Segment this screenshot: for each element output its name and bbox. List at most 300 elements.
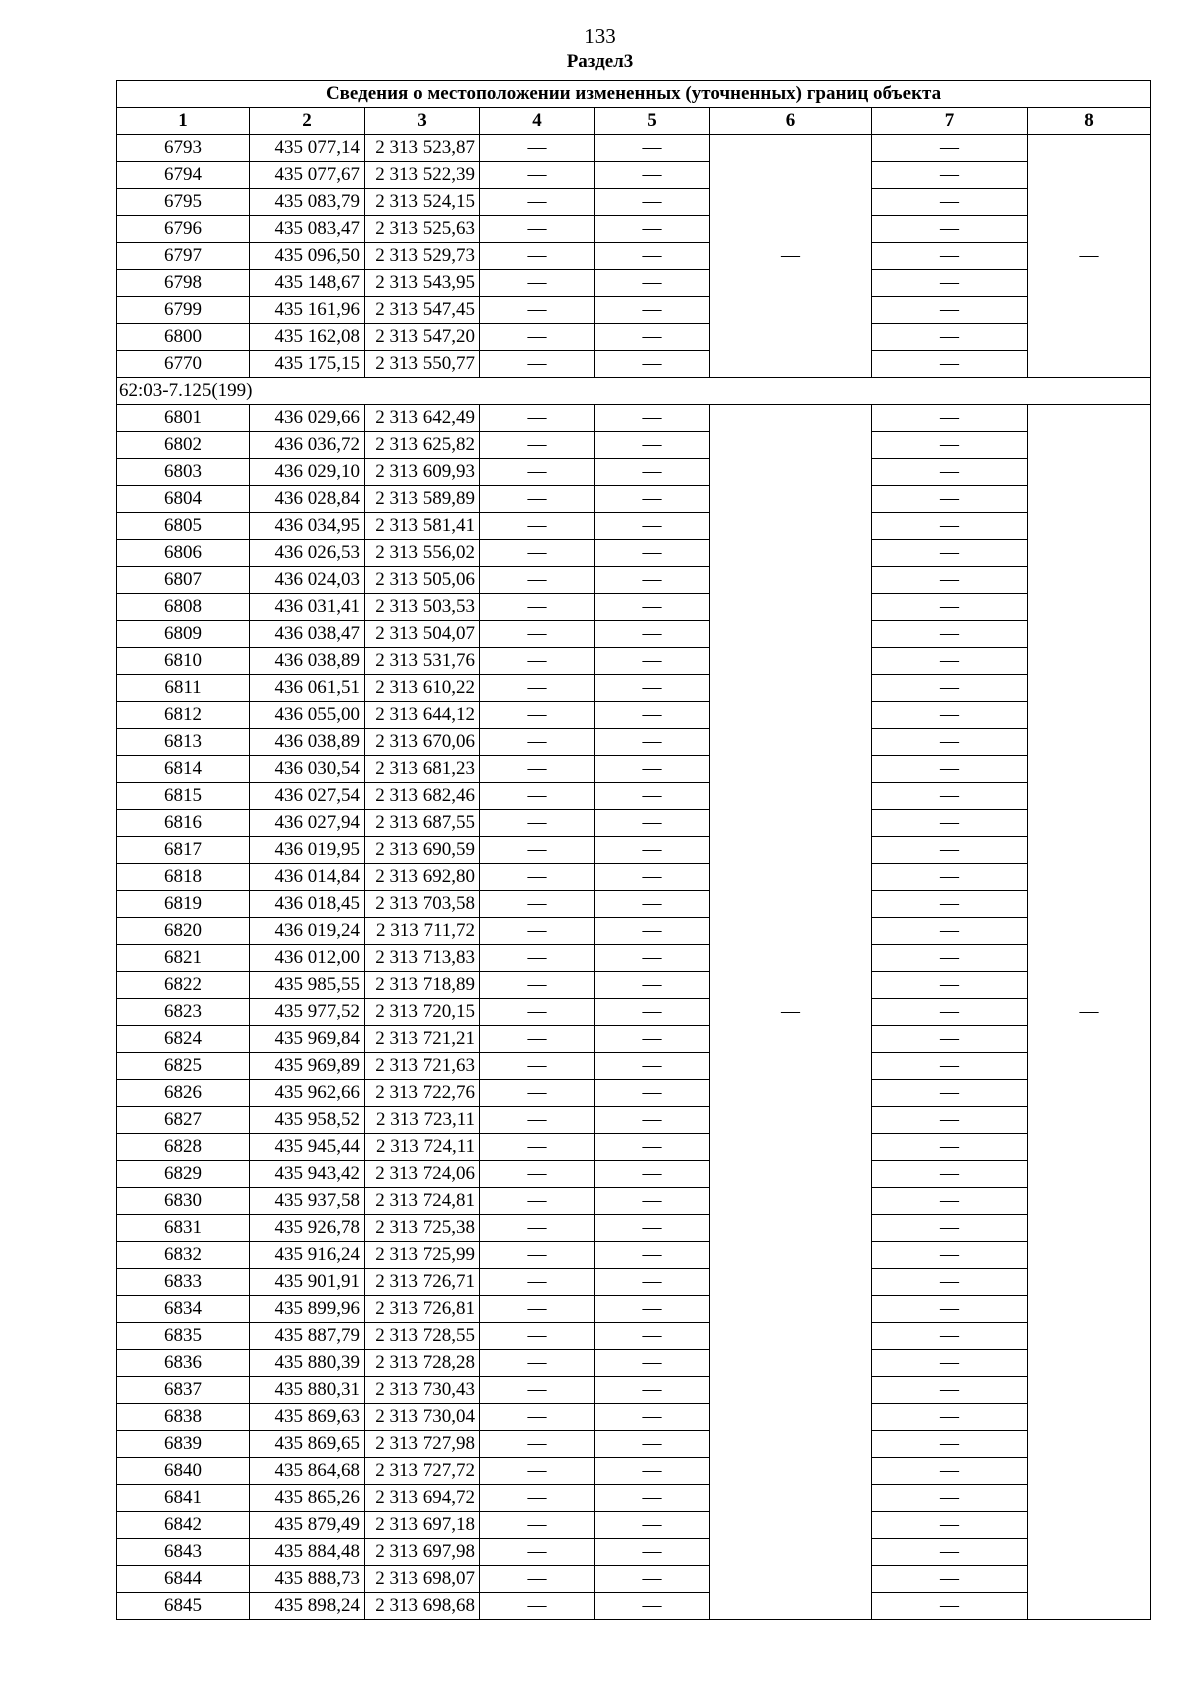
y-coordinate-cell: 2 313 724,11 [365,1134,480,1161]
column-4-cell: — [480,243,595,270]
table-row [117,702,1151,729]
table-row [117,972,1151,999]
column-5-cell: — [595,594,710,621]
point-number-cell: 6808 [117,594,250,621]
column-4-cell: — [480,513,595,540]
point-number-cell: 6816 [117,810,250,837]
point-number-cell: 6812 [117,702,250,729]
column-7-cell: — [872,999,1028,1026]
x-coordinate-cell: 435 880,31 [250,1377,365,1404]
column-header: 3 [365,108,480,135]
table-row [117,594,1151,621]
table-row [117,1539,1151,1566]
column-header: 4 [480,108,595,135]
x-coordinate-cell: 436 019,95 [250,837,365,864]
y-coordinate-cell: 2 313 694,72 [365,1485,480,1512]
column-4-cell: — [480,135,595,162]
column-7-cell: — [872,1053,1028,1080]
table-row [117,999,1151,1026]
column-4-cell: — [480,1080,595,1107]
column-5-cell: — [595,1134,710,1161]
y-coordinate-cell: 2 313 720,15 [365,999,480,1026]
x-coordinate-cell: 436 028,84 [250,486,365,513]
column-7-cell: — [872,1485,1028,1512]
point-number-cell: 6819 [117,891,250,918]
column-4-cell: — [480,1404,595,1431]
x-coordinate-cell: 435 175,15 [250,351,365,378]
section-title: Раздел3 [566,51,634,72]
point-number-cell: 6811 [117,675,250,702]
table-row [117,1188,1151,1215]
point-number-cell: 6824 [117,1026,250,1053]
y-coordinate-cell: 2 313 682,46 [365,783,480,810]
column-5-cell: — [595,351,710,378]
point-number-cell: 6810 [117,648,250,675]
column-5-cell: — [595,621,710,648]
column-4-cell: — [480,1350,595,1377]
column-4-cell: — [480,540,595,567]
point-number-cell: 6801 [117,405,250,432]
table-row [117,459,1151,486]
column-5-cell: — [595,432,710,459]
y-coordinate-cell: 2 313 670,06 [365,729,480,756]
column-5-cell: — [595,1566,710,1593]
column-5-cell: — [595,756,710,783]
table-row [117,729,1151,756]
column-4-cell: — [480,972,595,999]
point-number-cell: 6797 [117,243,250,270]
table-row [117,1350,1151,1377]
table-row [117,567,1151,594]
x-coordinate-cell: 435 901,91 [250,1269,365,1296]
y-coordinate-cell: 2 313 522,39 [365,162,480,189]
table-row [117,837,1151,864]
table-row [117,162,1151,189]
column-7-cell: — [872,297,1028,324]
y-coordinate-cell: 2 313 725,38 [365,1215,480,1242]
column-6-merged-cell: — [710,135,872,378]
y-coordinate-cell: 2 313 726,71 [365,1269,480,1296]
column-7-cell: — [872,1296,1028,1323]
column-7-cell: — [872,405,1028,432]
table-row [117,1107,1151,1134]
column-7-cell: — [872,243,1028,270]
point-number-cell: 6825 [117,1053,250,1080]
column-7-cell: — [872,459,1028,486]
point-number-cell: 6795 [117,189,250,216]
column-4-cell: — [480,1377,595,1404]
column-header: 2 [250,108,365,135]
column-7-cell: — [872,1377,1028,1404]
column-7-cell: — [872,432,1028,459]
column-5-cell: — [595,999,710,1026]
point-number-cell: 6832 [117,1242,250,1269]
column-4-cell: — [480,216,595,243]
y-coordinate-cell: 2 313 722,76 [365,1080,480,1107]
column-4-cell: — [480,432,595,459]
column-4-cell: — [480,891,595,918]
column-5-cell: — [595,1485,710,1512]
x-coordinate-cell: 435 937,58 [250,1188,365,1215]
column-4-cell: — [480,621,595,648]
y-coordinate-cell: 2 313 642,49 [365,405,480,432]
column-7-cell: — [872,324,1028,351]
y-coordinate-cell: 2 313 625,82 [365,432,480,459]
column-4-cell: — [480,1296,595,1323]
y-coordinate-cell: 2 313 503,53 [365,594,480,621]
y-coordinate-cell: 2 313 698,68 [365,1593,480,1620]
column-7-cell: — [872,1161,1028,1188]
table-row [117,1512,1151,1539]
table-row [117,1242,1151,1269]
table-row [117,945,1151,972]
table-row [117,783,1151,810]
column-4-cell: — [480,756,595,783]
x-coordinate-cell: 435 865,26 [250,1485,365,1512]
column-4-cell: — [480,1215,595,1242]
point-number-cell: 6826 [117,1080,250,1107]
point-number-cell: 6809 [117,621,250,648]
y-coordinate-cell: 2 313 711,72 [365,918,480,945]
column-8-merged-cell: — [1028,405,1151,1620]
column-4-cell: — [480,999,595,1026]
table-row [117,243,1151,270]
column-7-cell: — [872,594,1028,621]
column-5-cell: — [595,1593,710,1620]
x-coordinate-cell: 435 879,49 [250,1512,365,1539]
column-4-cell: — [480,459,595,486]
table-row [117,513,1151,540]
point-number-cell: 6844 [117,1566,250,1593]
x-coordinate-cell: 436 061,51 [250,675,365,702]
table-caption: Сведения о местоположении измененных (уточненных) границ объекта [117,81,1151,108]
table-row [117,1404,1151,1431]
x-coordinate-cell: 435 945,44 [250,1134,365,1161]
x-coordinate-cell: 436 024,03 [250,567,365,594]
point-number-cell: 6840 [117,1458,250,1485]
column-4-cell: — [480,1539,595,1566]
point-number-cell: 6836 [117,1350,250,1377]
column-4-cell: — [480,729,595,756]
point-number-cell: 6818 [117,864,250,891]
point-number-cell: 6807 [117,567,250,594]
column-4-cell: — [480,1053,595,1080]
x-coordinate-cell: 435 077,14 [250,135,365,162]
x-coordinate-cell: 436 029,66 [250,405,365,432]
group-label-row [117,378,1151,405]
x-coordinate-cell: 436 036,72 [250,432,365,459]
column-7-cell: — [872,135,1028,162]
point-number-cell: 6841 [117,1485,250,1512]
column-header: 5 [595,108,710,135]
column-4-cell: — [480,486,595,513]
x-coordinate-cell: 435 161,96 [250,297,365,324]
y-coordinate-cell: 2 313 728,55 [365,1323,480,1350]
column-5-cell: — [595,1377,710,1404]
table-row [117,324,1151,351]
column-7-cell: — [872,783,1028,810]
table-row [117,1296,1151,1323]
point-number-cell: 6814 [117,756,250,783]
table-row [117,351,1151,378]
column-5-cell: — [595,486,710,513]
x-coordinate-cell: 436 030,54 [250,756,365,783]
table-row [117,216,1151,243]
column-4-cell: — [480,864,595,891]
point-number-cell: 6805 [117,513,250,540]
column-4-cell: — [480,270,595,297]
column-7-cell: — [872,1026,1028,1053]
y-coordinate-cell: 2 313 524,15 [365,189,480,216]
column-5-cell: — [595,1107,710,1134]
column-7-cell: — [872,1134,1028,1161]
y-coordinate-cell: 2 313 581,41 [365,513,480,540]
point-number-cell: 6794 [117,162,250,189]
x-coordinate-cell: 435 898,24 [250,1593,365,1620]
x-coordinate-cell: 435 148,67 [250,270,365,297]
y-coordinate-cell: 2 313 697,98 [365,1539,480,1566]
column-5-cell: — [595,783,710,810]
y-coordinate-cell: 2 313 550,77 [365,351,480,378]
y-coordinate-cell: 2 313 721,63 [365,1053,480,1080]
column-4-cell: — [480,783,595,810]
x-coordinate-cell: 436 031,41 [250,594,365,621]
column-7-cell: — [872,1512,1028,1539]
point-number-cell: 6827 [117,1107,250,1134]
table-row [117,270,1151,297]
point-number-cell: 6822 [117,972,250,999]
column-5-cell: — [595,810,710,837]
column-5-cell: — [595,1296,710,1323]
column-5-cell: — [595,1161,710,1188]
table-row [117,486,1151,513]
y-coordinate-cell: 2 313 723,11 [365,1107,480,1134]
x-coordinate-cell: 436 014,84 [250,864,365,891]
point-number-cell: 6842 [117,1512,250,1539]
point-number-cell: 6804 [117,486,250,513]
table-row [117,675,1151,702]
table-row [117,621,1151,648]
table-row [117,1566,1151,1593]
y-coordinate-cell: 2 313 644,12 [365,702,480,729]
x-coordinate-cell: 435 899,96 [250,1296,365,1323]
y-coordinate-cell: 2 313 547,20 [365,324,480,351]
column-7-cell: — [872,1323,1028,1350]
y-coordinate-cell: 2 313 543,95 [365,270,480,297]
point-number-cell: 6843 [117,1539,250,1566]
column-7-cell: — [872,270,1028,297]
column-5-cell: — [595,675,710,702]
y-coordinate-cell: 2 313 531,76 [365,648,480,675]
y-coordinate-cell: 2 313 727,72 [365,1458,480,1485]
table-row [117,297,1151,324]
column-5-cell: — [595,1242,710,1269]
column-5-cell: — [595,1512,710,1539]
table-row [117,1134,1151,1161]
point-number-cell: 6815 [117,783,250,810]
column-4-cell: — [480,702,595,729]
y-coordinate-cell: 2 313 681,23 [365,756,480,783]
column-7-cell: — [872,918,1028,945]
column-header: 7 [872,108,1028,135]
column-4-cell: — [480,1026,595,1053]
point-number-cell: 6796 [117,216,250,243]
y-coordinate-cell: 2 313 589,89 [365,486,480,513]
y-coordinate-cell: 2 313 697,18 [365,1512,480,1539]
y-coordinate-cell: 2 313 692,80 [365,864,480,891]
column-7-cell: — [872,621,1028,648]
x-coordinate-cell: 436 012,00 [250,945,365,972]
column-4-cell: — [480,351,595,378]
point-number-cell: 6821 [117,945,250,972]
column-5-cell: — [595,216,710,243]
column-5-cell: — [595,540,710,567]
point-number-cell: 6828 [117,1134,250,1161]
column-4-cell: — [480,1593,595,1620]
table-row [117,1377,1151,1404]
x-coordinate-cell: 435 969,84 [250,1026,365,1053]
column-5-cell: — [595,513,710,540]
table-row [117,810,1151,837]
column-5-cell: — [595,567,710,594]
point-number-cell: 6845 [117,1593,250,1620]
column-4-cell: — [480,1188,595,1215]
y-coordinate-cell: 2 313 721,21 [365,1026,480,1053]
column-5-cell: — [595,1539,710,1566]
column-4-cell: — [480,594,595,621]
column-7-cell: — [872,567,1028,594]
column-4-cell: — [480,675,595,702]
column-7-cell: — [872,1539,1028,1566]
column-5-cell: — [595,1053,710,1080]
x-coordinate-cell: 435 096,50 [250,243,365,270]
y-coordinate-cell: 2 313 724,06 [365,1161,480,1188]
y-coordinate-cell: 2 313 730,43 [365,1377,480,1404]
y-coordinate-cell: 2 313 690,59 [365,837,480,864]
y-coordinate-cell: 2 313 547,45 [365,297,480,324]
table-row [117,1161,1151,1188]
column-7-cell: — [872,837,1028,864]
column-header-row [117,108,1151,135]
y-coordinate-cell: 2 313 610,22 [365,675,480,702]
x-coordinate-cell: 435 880,39 [250,1350,365,1377]
column-7-cell: — [872,351,1028,378]
y-coordinate-cell: 2 313 687,55 [365,810,480,837]
y-coordinate-cell: 2 313 713,83 [365,945,480,972]
column-5-cell: — [595,135,710,162]
point-number-cell: 6770 [117,351,250,378]
point-number-cell: 6806 [117,540,250,567]
column-5-cell: — [595,1269,710,1296]
table-body [117,135,1151,1620]
column-4-cell: — [480,567,595,594]
table-row [117,648,1151,675]
y-coordinate-cell: 2 313 525,63 [365,216,480,243]
x-coordinate-cell: 435 869,63 [250,1404,365,1431]
point-number-cell: 6817 [117,837,250,864]
column-4-cell: — [480,1242,595,1269]
column-7-cell: — [872,675,1028,702]
table-row [117,756,1151,783]
y-coordinate-cell: 2 313 725,99 [365,1242,480,1269]
column-7-cell: — [872,1242,1028,1269]
column-4-cell: — [480,1458,595,1485]
x-coordinate-cell: 435 077,67 [250,162,365,189]
x-coordinate-cell: 436 038,89 [250,648,365,675]
table-row [117,1215,1151,1242]
column-header: 1 [117,108,250,135]
y-coordinate-cell: 2 313 726,81 [365,1296,480,1323]
column-7-cell: — [872,1215,1028,1242]
table-row [117,1053,1151,1080]
table-row [117,918,1151,945]
column-7-cell: — [872,1188,1028,1215]
column-header: 6 [710,108,872,135]
column-5-cell: — [595,162,710,189]
point-number-cell: 6835 [117,1323,250,1350]
table-row [117,1593,1151,1620]
x-coordinate-cell: 435 977,52 [250,999,365,1026]
column-4-cell: — [480,1512,595,1539]
column-7-cell: — [872,972,1028,999]
column-5-cell: — [595,297,710,324]
table-row [117,864,1151,891]
column-7-cell: — [872,1080,1028,1107]
column-5-cell: — [595,1458,710,1485]
x-coordinate-cell: 436 034,95 [250,513,365,540]
table-row [117,1323,1151,1350]
column-8-merged-cell: — [1028,135,1151,378]
column-5-cell: — [595,837,710,864]
column-4-cell: — [480,297,595,324]
point-number-cell: 6838 [117,1404,250,1431]
column-7-cell: — [872,162,1028,189]
column-5-cell: — [595,1431,710,1458]
coordinates-table [116,80,1151,1620]
column-5-cell: — [595,729,710,756]
column-4-cell: — [480,648,595,675]
column-7-cell: — [872,540,1028,567]
y-coordinate-cell: 2 313 504,07 [365,621,480,648]
x-coordinate-cell: 435 083,47 [250,216,365,243]
table-row [117,1080,1151,1107]
column-5-cell: — [595,1350,710,1377]
y-coordinate-cell: 2 313 529,73 [365,243,480,270]
column-4-cell: — [480,1485,595,1512]
x-coordinate-cell: 435 864,68 [250,1458,365,1485]
column-5-cell: — [595,1080,710,1107]
point-number-cell: 6839 [117,1431,250,1458]
x-coordinate-cell: 436 027,94 [250,810,365,837]
x-coordinate-cell: 436 019,24 [250,918,365,945]
column-7-cell: — [872,1431,1028,1458]
point-number-cell: 6798 [117,270,250,297]
column-7-cell: — [872,513,1028,540]
x-coordinate-cell: 435 083,79 [250,189,365,216]
column-7-cell: — [872,1107,1028,1134]
x-coordinate-cell: 435 887,79 [250,1323,365,1350]
page-number: 133 [584,24,616,48]
x-coordinate-cell: 436 038,89 [250,729,365,756]
column-4-cell: — [480,1323,595,1350]
column-header: 8 [1028,108,1151,135]
column-7-cell: — [872,1566,1028,1593]
table-row [117,1458,1151,1485]
column-5-cell: — [595,972,710,999]
column-7-cell: — [872,189,1028,216]
x-coordinate-cell: 435 888,73 [250,1566,365,1593]
point-number-cell: 6820 [117,918,250,945]
